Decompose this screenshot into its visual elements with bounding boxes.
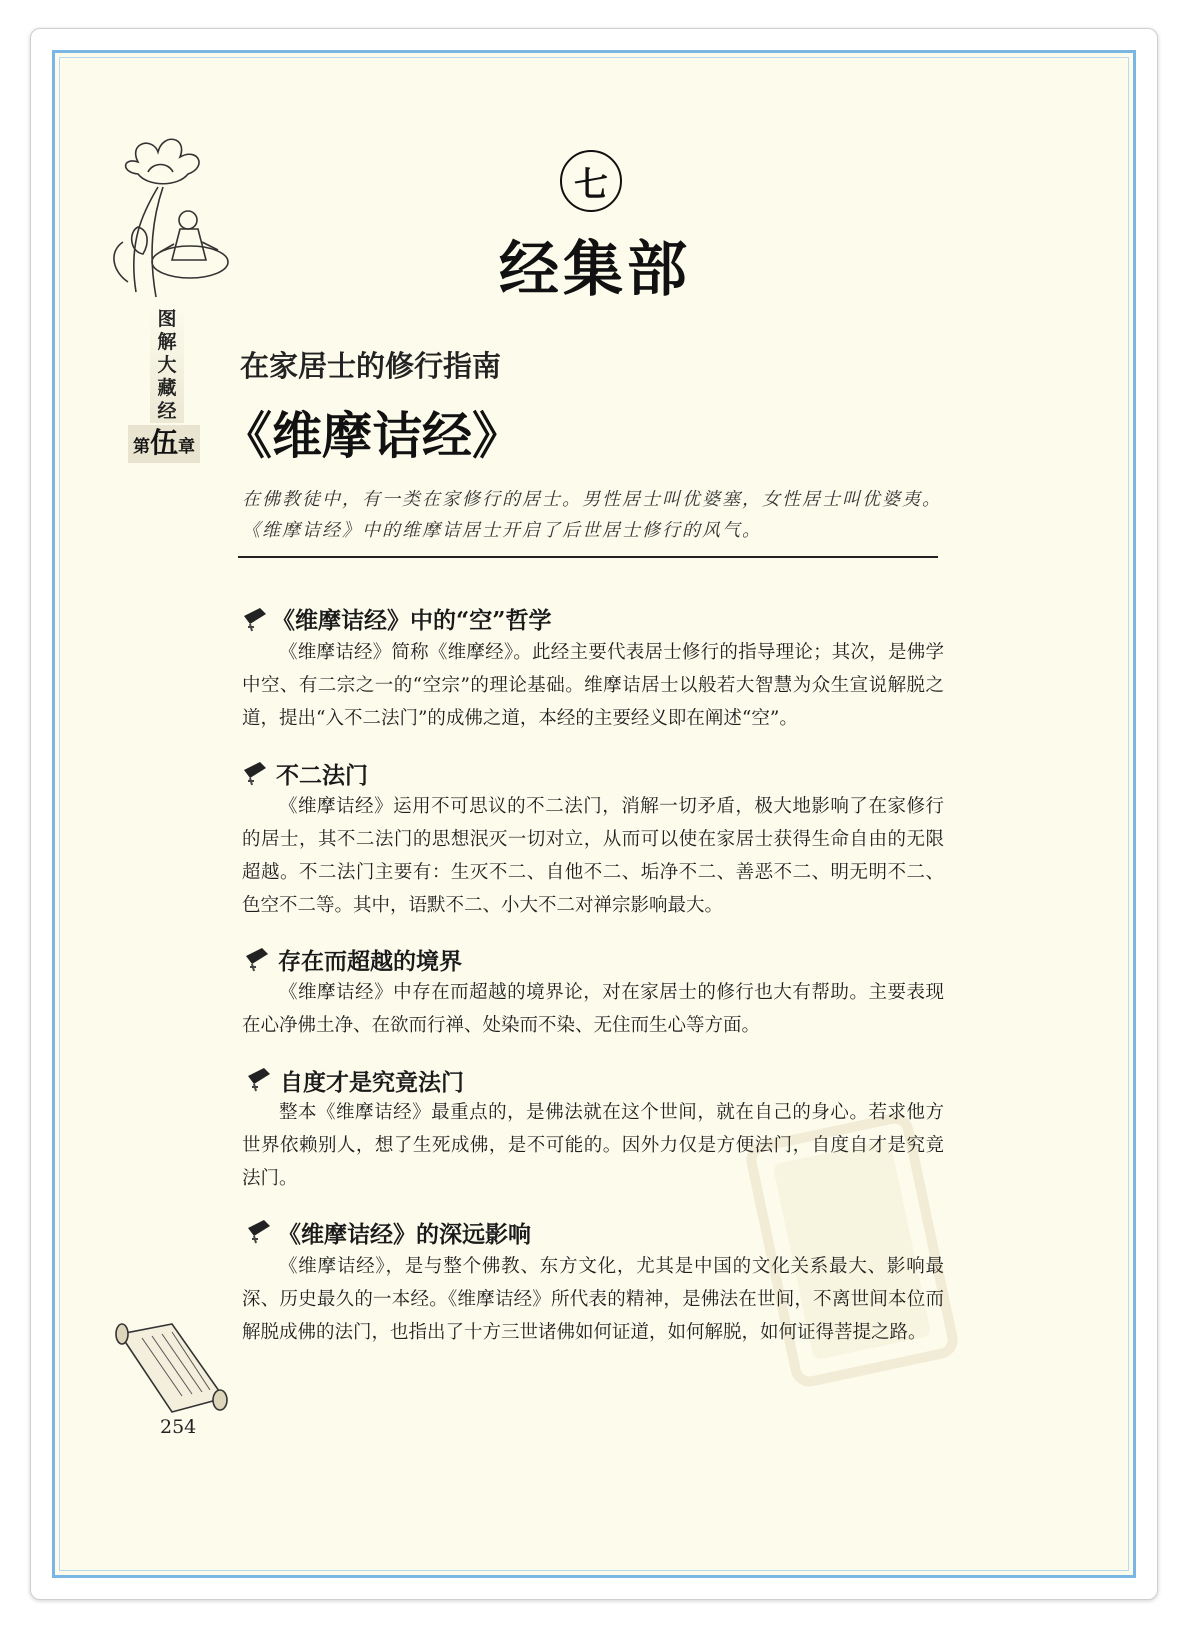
chapter-prefix: 第 [132,437,150,457]
book-bullet-icon [242,944,270,974]
part-number-badge: 七 [560,150,622,212]
section-body: 《维摩诘经》中存在而超越的境界论，对在家居士的修行也大有帮助。主要表现在心净佛土净、在欲而行禅、处染而不染、无住而生心等方面。 [242,982,944,1036]
intro-paragraph: 在佛教徒中，有一类在家修行的居士。男性居士叫优婆塞，女性居士叫优婆夷。《维摩诘经》中的维摩诘居士开启了后世居士修行的风气。 [242,489,942,541]
chapter-suffix: 章 [178,437,195,457]
section-body: 整本《维摩诘经》最重点的，是佛法就在这个世间，就在自己的身心。若求他方世界依赖别人，想了生死成佛，是不可能的。因外力仅是方便法门，自度自才是究竟法门。 [242,1102,944,1189]
chapter-label [128,425,200,463]
section-heading: 《维摩诘经》中的“空”哲学 [272,607,552,634]
book-bullet-icon [240,604,268,634]
section-body: 《维摩诘经》简称《维摩经》。此经主要代表居士修行的指导理论；其次，是佛学中空、有二宗之一的“空宗”的理论基础。维摩诘居士以般若大智慧为众生宣说解脱之道，提出“入不二法门”的成佛之道，本经的主要经义即在阐述“空”。 [242,642,944,729]
section-heading: 不二法门 [276,762,368,789]
section-body: 《维摩诘经》运用不可思议的不二法门，消解一切矛盾，极大地影响了在家修行的居士，其不二法门的思想泯灭一切对立，从而可以使在家居士获得生命自由的无限超越。不二法门主要有：生灭不二、自他不二、垢净不二、善恶不二、明无明不二、色空不二等。其中，语默不二、小大不二对禅宗影响最大。 [242,796,944,916]
divider-rule [238,556,938,558]
section-heading: 自度才是究竟法门 [280,1069,464,1096]
section-heading: 存在而超越的境界 [278,948,462,975]
article-subtitle: 在家居士的修行指南 [240,349,502,383]
section-heading: 《维摩诘经》的深远影响 [278,1221,531,1248]
sidebar-book-title: 图解大藏经 [150,308,184,423]
article-title: 《维摩诘经》 [222,406,522,465]
page-number: 254 [160,1416,197,1438]
scroll-illustration [112,1320,232,1416]
section-body: 《维摩诘经》，是与整个佛教、东方文化，尤其是中国的文化关系最大、影响最深、历史最久的一本经。《维摩诘经》所代表的精神，是佛法在世间，不离世间本位而解脱成佛的法门，也指出了十方三世诸佛如何证道，如何解脱，如何证得菩提之路。 [242,1256,944,1343]
book-bullet-icon [244,1216,272,1246]
lotus-figure-illustration [108,132,238,307]
chapter-number: 伍 [149,426,178,459]
book-bullet-icon [240,758,268,788]
part-title: 经集部 [499,235,691,305]
book-bullet-icon [244,1064,272,1094]
